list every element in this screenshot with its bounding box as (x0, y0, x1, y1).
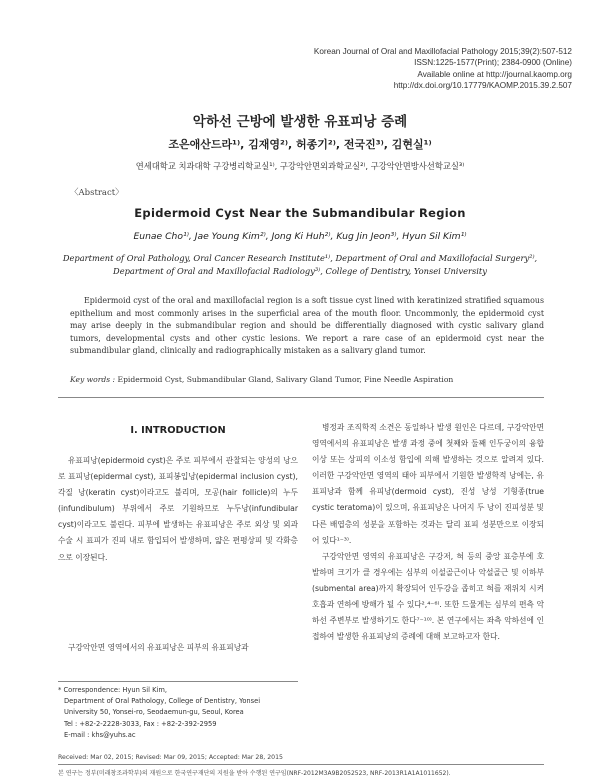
left-column-body-2 (58, 640, 298, 656)
right-column-body (312, 420, 544, 645)
keywords (70, 375, 544, 384)
received-dates: Received: Mar 02, 2015; Revised: Mar 09, 2015; Accepted: Mar 28, 2015 (58, 754, 283, 761)
footnote-divider (58, 681, 298, 682)
funding-note: 본 연구는 정부(미래창조과학부)의 재원으로 한국연구재단의 지원을 받아 수행된 연구임(NRF-2012M3A9B2052523, NRF-2013R1A1A1011652). (58, 770, 451, 777)
journal-doi: http://dx.doi.org/10.17779/KAOMP.2015.39.2.507 (393, 80, 572, 90)
left-column-body (58, 453, 298, 566)
left-paragraph-2: 구강악안면 영역에서의 유표피낭은 피부의 유표피낭과 (68, 643, 249, 652)
journal-issn: ISSN:1225-1577(Print); 2384-0900 (Online) (414, 58, 572, 68)
abstract-divider (58, 397, 544, 398)
correspondence-name: * Correspondence: Hyun Sil Kim, (58, 686, 167, 694)
correspondence-email: E-mail : khs@yuhs.ac (64, 730, 136, 739)
english-title: Epidermoid Cyst Near the Submandibular Region (134, 206, 466, 220)
korean-affiliations: 연세대학교 치과대학 구강병리학교실¹⁾, 구강악안면외과학교실²⁾, 구강악안면방사선학교실³⁾ (135, 161, 465, 171)
english-affiliation-line1: Department of Oral Pathology, Oral Cancer Research Institute¹⁾, Department of Oral and Maxillofacial Surgery²⁾, (62, 253, 538, 263)
abstract-label: 〈Abstract〉 (70, 188, 124, 198)
keywords-label: Key words : (70, 375, 116, 384)
journal-header (212, 46, 572, 91)
english-affiliations (60, 252, 540, 277)
left-paragraph-1: 유표피낭(epidermoid cyst)은 주로 피부에서 관찰되는 양성의 낭으로 표피낭(epidermal cyst), 표피봉입낭(epidermal inclusion cyst), 각질 낭(keratin cyst)이라고도 불리며, 모공(hair follicle)의 누두(infundibulum) 부위에서 주로 기원하므로 누두낭(infundibular cyst)이라고도 불린다. 피부에 발생하는 유표피낭은 주로 외상 및 외과 수술 시 표피가 진피 내로 함입되어 발생하며, 얇은 편평상피 및 각화층으로 이장된다. (58, 456, 298, 562)
correspondence-phone: Tel : +82-2-2228-3033, Fax : +82-2-392-2959 (64, 719, 217, 728)
korean-title: 악하선 근방에 발생한 유표피낭 증례 (192, 114, 408, 130)
keywords-text: Epidermoid Cyst, Submandibular Gland, Salivary Gland Tumor, Fine Needle Aspiration (115, 375, 454, 384)
correspondence-address: University 50, Yonsei-ro, Seodaemun-gu, Seoul, Korea (64, 708, 244, 717)
journal-url: Available online at http://journal.kaomp.org (417, 69, 572, 79)
korean-authors: 조은애산드라¹⁾, 김재영²⁾, 허종기²⁾, 전국진³⁾, 김현실¹⁾ (168, 138, 432, 151)
funding-divider (58, 764, 544, 765)
journal-citation: Korean Journal of Oral and Maxillofacial Pathology 2015;39(2):507-512 (313, 47, 572, 56)
right-paragraph-1: 병정과 조직학적 소견은 동일하나 발생 원인은 다르데, 구강악안면 영역에서의 유표피낭은 발생 과정 중에 첫째와 둘째 인두궁이의 융합 이상 또는 상피의 이소성 함입에 의해 발생하는 것으로 알려져 있다. 이러한 구강악안면 영역의 태아 피부에서 기원한 발생학적 낭에는, 유표피낭과 함께 유피낭(dermoid cyst), 진성 낭성 기형종(true cystic teratoma)이 있으며, 유표피낭은 나머지 두 낭이 진피성분 및 다른 배엽층의 성분을 포함하는 것과는 달리 표피 성분만으로 이장되어 있다¹⁻³⁾. (312, 423, 544, 545)
abstract-text: Epidermoid cyst of the oral and maxillofacial region is a soft tissue cyst lined with keratinized stratified squamous epithelium and most commonly arises in the superficial area of the mouth floor. Uncommonly, the epidermoid cyst may arise deeply in the submandibular region and should be differentially diagnosed with cystic salivary gland tumors, developmental cysts and other cystic lesions. We report a rare case of an epidermoid cyst near the submandibular gland, clinically and radiographically mistaken as a salivary gland tumor. (70, 296, 544, 356)
correspondence-department: Department of Oral Pathology, College of Dentistry, Yonsei (64, 697, 261, 706)
correspondence-block (58, 685, 308, 741)
right-paragraph-2: 구강악안면 영역의 유표피낭은 구강저, 혀 등의 중앙 표층부에 호발하며 크기가 클 경우에는 심부의 이설골근이나 악설골근 및 이하부(submental area)까지 확장되어 인두강을 좁히고 혀를 재위치 시켜 호흡과 연하에 방해가 될 수 있다²,⁴⁻⁶⁾. 또한 드물게는 심부의 편측 악하선 주변부로 발생하기도 한다⁷⁻¹⁰⁾. 본 연구에서는 좌측 악하선에 인접하여 발생한 유표피낭의 증례에 대해 보고하고자 한다. (312, 551, 544, 642)
section-heading-introduction: Ⅰ. INTRODUCTION (130, 425, 226, 436)
english-authors: Eunae Cho¹⁾, Jae Young Kim²⁾, Jong Ki Huh²⁾, Kug Jin Jeon³⁾, Hyun Sil Kim¹⁾ (133, 231, 467, 242)
english-affiliation-line2: Department of Oral and Maxillofacial Radiology³⁾, College of Dentistry, Yonsei University (113, 265, 487, 276)
